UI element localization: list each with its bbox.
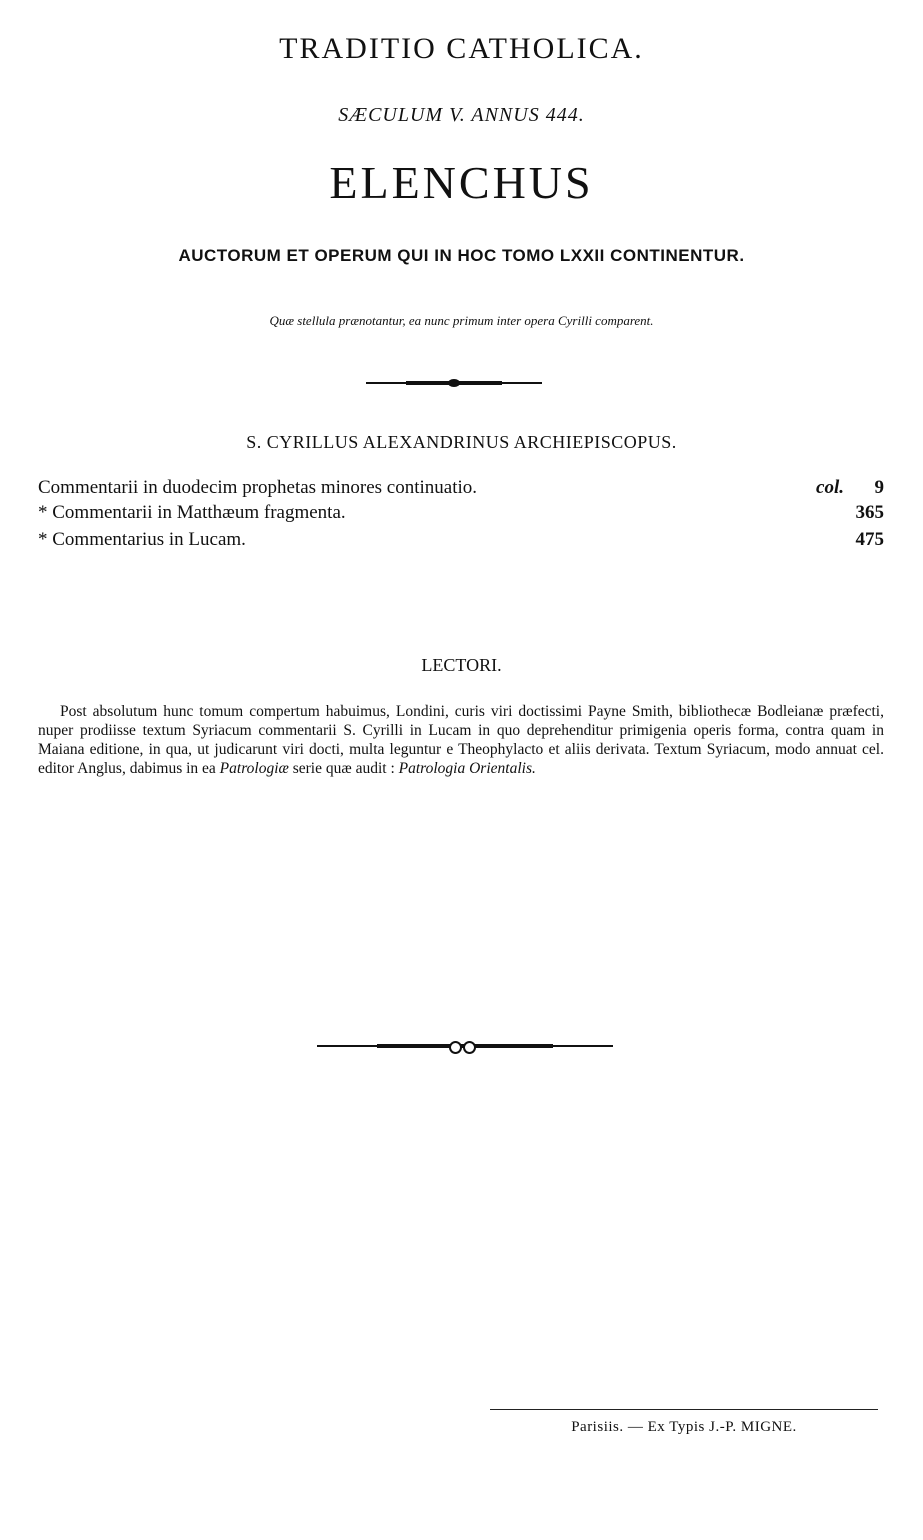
subtitle: AUCTORUM ET OPERUM QUI IN HOC TOMO LXXII CONTINENTUR. <box>178 246 745 265</box>
asterisk-note: Quæ stellula prænotantur, ea nunc primum inter opera Cyrilli comparent. <box>269 313 654 328</box>
toc-col-label: col. <box>816 477 844 498</box>
toc-title: * Commentarius in Lucam. <box>38 529 246 550</box>
century-line: SÆCULUM V. ANNUS 444. <box>338 104 585 126</box>
author-heading: S. CYRILLUS ALEXANDRINUS ARCHIEPISCOPUS. <box>246 432 677 452</box>
lectori-italic-orientalis: Patrologia Orientalis. <box>398 760 536 777</box>
elenchus-title: ELENCHUS <box>329 157 594 208</box>
main-title: TRADITIO CATHOLICA. <box>279 32 644 65</box>
lectori-paragraph <box>38 702 884 778</box>
toc-title: Commentarii in duodecim prophetas minores continuatio. <box>38 477 478 498</box>
ornament-divider-top <box>366 378 542 388</box>
toc-row <box>38 477 884 503</box>
toc-row <box>38 502 884 528</box>
lectori-italic-patrologiae: Patrologiæ <box>219 760 289 777</box>
toc-page: 475 <box>855 529 884 550</box>
lectori-text-mid: serie quæ audit : <box>288 760 399 777</box>
ornament-divider-bottom <box>317 1040 613 1052</box>
toc-page: 9 <box>874 477 884 498</box>
toc-page: 365 <box>855 502 884 523</box>
toc-row <box>38 529 884 555</box>
footer-rule <box>490 1409 878 1410</box>
toc-title: * Commentarii in Matthæum fragmenta. <box>38 502 346 523</box>
footer-imprint: Parisiis. — Ex Typis J.-P. MIGNE. <box>571 1419 797 1435</box>
lectori-text: Post absolutum hunc tomum compertum habuimus, Londini, curis viri doctissimi Payne Smith, bibliothecæ Bodleianæ præfecti, nuper prodiisse textum Syriacum commentarii S. Cyrilli in Lucam in quo deprehenditur primigenia operis forma, contra quam in Maiana editione, in qua, ut judicarunt viri docti, multa leguntur e Theophylacto et aliis derivata. Textum Syriacum, modo annuat cel. editor Anglus, dabimus in ea <box>38 703 884 777</box>
lectori-heading: LECTORI. <box>421 655 502 675</box>
